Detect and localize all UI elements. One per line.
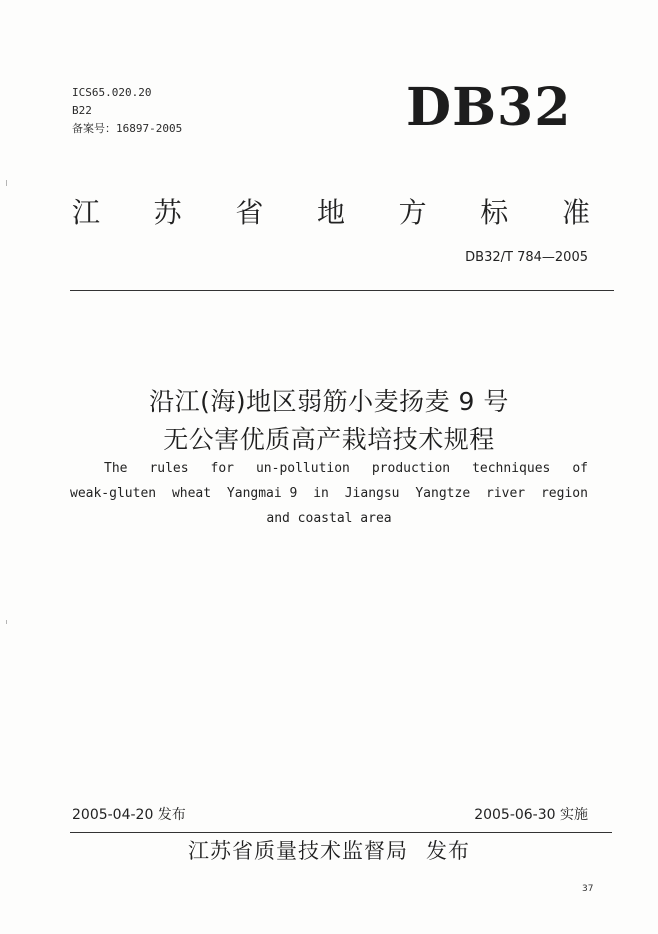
english-word: for	[210, 461, 235, 476]
english-word: region	[540, 486, 588, 501]
chinese-title-line-2: 无公害优质高产栽培技术规程	[163, 425, 495, 454]
standard-number: DB32/T 784—2005	[465, 250, 588, 265]
category-char: 方	[398, 196, 427, 229]
category-char: 准	[561, 196, 590, 229]
ccs-code: B22	[72, 104, 92, 117]
category-char: 江	[72, 196, 101, 229]
english-title-line-2	[70, 481, 588, 506]
publisher-line	[0, 836, 658, 866]
english-title-line-3: and coastal area	[266, 511, 392, 526]
standard-category-title	[72, 196, 590, 230]
category-char: 地	[316, 196, 345, 229]
english-word: weak-gluten	[70, 486, 157, 501]
filing-number: 备案号：16897-2005	[72, 122, 183, 135]
english-word: wheat	[171, 486, 212, 501]
classification-block	[72, 84, 182, 138]
english-title-line-1	[70, 456, 588, 481]
scan-mark	[6, 620, 7, 624]
english-word: river	[486, 486, 526, 501]
english-word: techniques	[472, 461, 551, 476]
db32-logo: DB32	[406, 77, 572, 138]
footer-divider	[70, 832, 612, 833]
category-char: 省	[235, 196, 264, 229]
english-word: un-pollution	[255, 461, 350, 476]
publish-action: 发布	[426, 839, 470, 863]
english-word: Yangtze	[415, 486, 471, 501]
chinese-title-line-1: 沿江(海)地区弱筋小麦扬麦 9 号	[149, 387, 509, 416]
header-divider	[70, 290, 614, 291]
category-char: 标	[480, 196, 509, 229]
english-word: of	[572, 461, 588, 476]
english-word: The	[104, 461, 128, 476]
english-word: in	[313, 486, 329, 501]
english-word: production	[371, 461, 451, 476]
english-word: Jiangsu	[344, 486, 400, 501]
category-char: 苏	[153, 196, 182, 229]
issue-date: 2005-04-20 发布	[72, 807, 186, 823]
english-word: rules	[149, 461, 189, 476]
english-word: Yangmai 9	[226, 486, 298, 501]
effective-date: 2005-06-30 实施	[474, 807, 588, 823]
scan-mark	[6, 180, 7, 186]
page-number: 37	[582, 884, 594, 894]
publisher-name: 江苏省质量技术监督局	[188, 839, 408, 863]
ics-code: ICS65.020.20	[72, 86, 152, 99]
